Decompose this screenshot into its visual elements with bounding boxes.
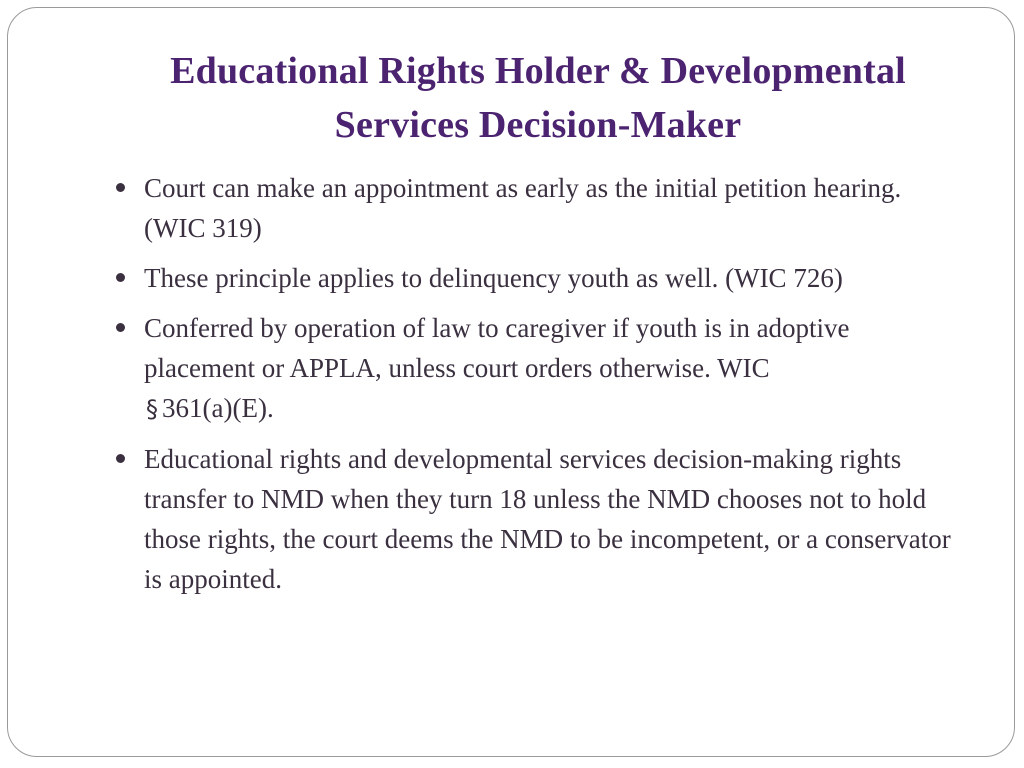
- bullet-text: Educational rights and developmental services decision-making rights transfer to NMD when they turn 18 unless the NMD chooses not to hold those rights, the court deems the NMD to be incompetent, or a conservator is appointed.: [144, 444, 951, 594]
- bullet-item: [114, 439, 964, 599]
- slide-title: [80, 44, 996, 152]
- slide-title-line-1: Educational Rights Holder & Developmental: [170, 50, 906, 92]
- bullet-text: Conferred by operation of law to caregiver if youth is in adoptive placement or APPLA, unless court orders otherwise. WIC: [144, 313, 850, 383]
- bullet-list: [114, 168, 964, 609]
- citation-text: 361(a)(E).: [162, 393, 274, 423]
- bullet-text: These principle applies to delinquency youth as well. (WIC 726): [144, 263, 843, 293]
- citation-line: [144, 388, 964, 429]
- bullet-item: [114, 258, 964, 298]
- bullet-dot-icon: [116, 323, 125, 332]
- bullet-dot-icon: [116, 454, 125, 463]
- bullet-dot-icon: [116, 183, 125, 192]
- bullet-item: [114, 168, 964, 248]
- bullet-dot-icon: [116, 273, 125, 282]
- section-symbol: §: [146, 395, 158, 423]
- slide-title-line-2: Services Decision-Maker: [334, 104, 742, 146]
- bullet-text: Court can make an appointment as early as the initial petition hearing. (WIC 319): [144, 173, 902, 243]
- bullet-item: [114, 308, 964, 429]
